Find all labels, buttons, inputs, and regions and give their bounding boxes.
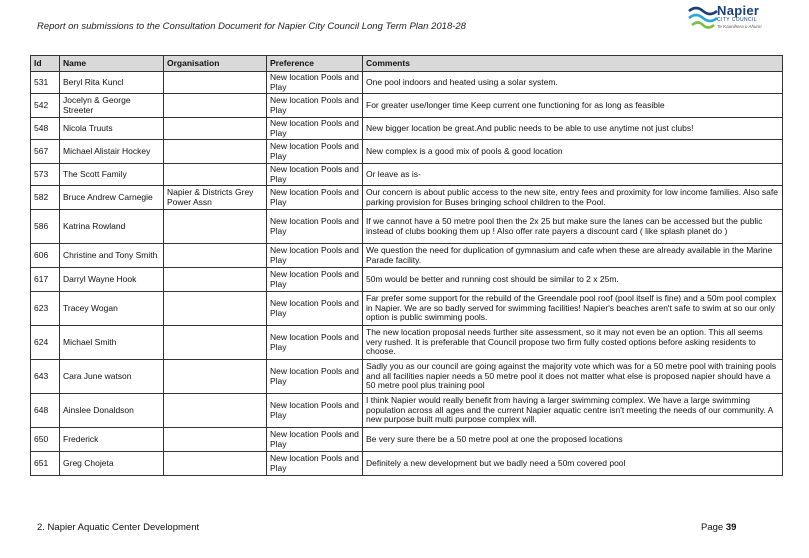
cell-preference: New location Pools and Play [267, 118, 363, 140]
logo-tagline: Te Kaunihera o Ahuriri [717, 24, 762, 29]
cell-name: Michael Smith [60, 326, 164, 360]
table-row [31, 452, 783, 476]
cell-id: 643 [31, 360, 60, 394]
cell-comment: Be very sure there be a 50 metre pool at one the proposed locations [363, 428, 783, 452]
cell-preference: New location Pools and Play [267, 140, 363, 164]
footer-page-number [701, 522, 736, 533]
cell-name: Jocelyn & George Streeter [60, 94, 164, 118]
cell-comment: New bigger location be great.And public needs to be able to use anytime not just clubs! [363, 118, 783, 140]
table-row [31, 72, 783, 94]
cell-comment: I think Napier would really benefit from having a larger swimming complex. We have a large swimming population across all ages and the current Napier aquatic centre isn't meeting the needs of our community. A new purpose built multi purpose complex will. [363, 394, 783, 428]
table-row [31, 164, 783, 186]
cell-preference: New location Pools and Play [267, 292, 363, 326]
footer-section-title: 2. Napier Aquatic Center Development [37, 522, 200, 533]
table-row [31, 394, 783, 428]
cell-preference: New location Pools and Play [267, 72, 363, 94]
cell-organisation [164, 360, 267, 394]
column-header-comments: Comments [363, 56, 783, 72]
cell-name: Frederick [60, 428, 164, 452]
cell-id: 606 [31, 244, 60, 268]
cell-preference: New location Pools and Play [267, 268, 363, 292]
cell-organisation [164, 394, 267, 428]
cell-comment: 50m would be better and running cost should be similar to 2 x 25m. [363, 268, 783, 292]
cell-comment: For greater use/longer time Keep current one functioning for as long as feasible [363, 94, 783, 118]
cell-organisation [164, 428, 267, 452]
cell-id: 573 [31, 164, 60, 186]
cell-id: 617 [31, 268, 60, 292]
column-header-name: Name [60, 56, 164, 72]
cell-id: 650 [31, 428, 60, 452]
table-row [31, 210, 783, 244]
logo-wordmark: Napier [717, 3, 760, 18]
cell-organisation [164, 326, 267, 360]
table-header-row [31, 56, 783, 72]
cell-name: Nicola Truuts [60, 118, 164, 140]
cell-preference: New location Pools and Play [267, 186, 363, 210]
cell-name: Katrina Rowland [60, 210, 164, 244]
cell-preference: New location Pools and Play [267, 428, 363, 452]
cell-comment: Sadly you as our council are going against the majority vote which was for a 50 metre pool with training pools and all facilities napier needs a 50 metre pool it does not matter what else is proposed napier should have a 50 metre pool plus training pool [363, 360, 783, 394]
column-header-id: Id [31, 56, 60, 72]
cell-name: Bruce Andrew Carnegie [60, 186, 164, 210]
cell-name: Ainslee Donaldson [60, 394, 164, 428]
table-row [31, 292, 783, 326]
cell-organisation [164, 452, 267, 476]
page-label: Page [701, 522, 724, 533]
cell-id: 531 [31, 72, 60, 94]
table-row [31, 244, 783, 268]
cell-comment: Definitely a new development but we badly need a 50m covered pool [363, 452, 783, 476]
cell-comment: One pool indoors and heated using a solar system. [363, 72, 783, 94]
cell-organisation [164, 268, 267, 292]
cell-id: 651 [31, 452, 60, 476]
cell-id: 624 [31, 326, 60, 360]
submissions-table [30, 55, 783, 476]
cell-name: Christine and Tony Smith [60, 244, 164, 268]
cell-name: Cara June watson [60, 360, 164, 394]
cell-organisation [164, 94, 267, 118]
cell-name: Darryl Wayne Hook [60, 268, 164, 292]
cell-comment: If we cannot have a 50 metre pool then the 2x 25 but make sure the lanes can be accessed but the public instead of clubs booking them up ! Also offer rate payers a discount card ( like splash planet do ) [363, 210, 783, 244]
table-row [31, 118, 783, 140]
cell-comment: New complex is a good mix of pools & good location [363, 140, 783, 164]
report-title: Report on submissions to the Consultation Document for Napier City Council Long Term Plan 2018-28 [37, 21, 466, 32]
cell-name: Tracey Wogan [60, 292, 164, 326]
cell-preference: New location Pools and Play [267, 326, 363, 360]
cell-id: 648 [31, 394, 60, 428]
cell-preference: New location Pools and Play [267, 452, 363, 476]
cell-preference: New location Pools and Play [267, 164, 363, 186]
cell-organisation: Napier & Districts Grey Power Assn [164, 186, 267, 210]
cell-preference: New location Pools and Play [267, 244, 363, 268]
table-row [31, 326, 783, 360]
cell-organisation [164, 72, 267, 94]
cell-id: 582 [31, 186, 60, 210]
cell-name: The Scott Family [60, 164, 164, 186]
column-header-organisation: Organisation [164, 56, 267, 72]
table-row [31, 186, 783, 210]
cell-organisation [164, 140, 267, 164]
cell-organisation [164, 164, 267, 186]
table-row [31, 140, 783, 164]
table-row [31, 428, 783, 452]
cell-id: 586 [31, 210, 60, 244]
table-row [31, 360, 783, 394]
column-header-preference: Preference [267, 56, 363, 72]
cell-id: 542 [31, 94, 60, 118]
logo-subtitle: CITY COUNCIL [717, 17, 757, 23]
cell-comment: Or leave as is- [363, 164, 783, 186]
cell-name: Greg Chojeta [60, 452, 164, 476]
cell-comment: Far prefer some support for the rebuild of the Greendale pool roof (pool itself is fine) and a 50m pool complex in Napier. We are so badly served for swimming facilities! Napier's beaches aren't safe to swim at so our only option is public swimming pools. [363, 292, 783, 326]
cell-id: 567 [31, 140, 60, 164]
cell-organisation [164, 244, 267, 268]
cell-id: 623 [31, 292, 60, 326]
cell-comment: The new location proposal needs further site assessment, so it may not even be an option. This all seems very rushed. It is preferable that Council propose two firm fully costed options before asking residents to choose. [363, 326, 783, 360]
cell-comment: We question the need for duplication of gymnasium and cafe when these are already available in the Marine Parade facility. [363, 244, 783, 268]
cell-preference: New location Pools and Play [267, 210, 363, 244]
page-number: 39 [725, 522, 737, 533]
cell-id: 548 [31, 118, 60, 140]
cell-preference: New location Pools and Play [267, 94, 363, 118]
cell-name: Michael Alistair Hockey [60, 140, 164, 164]
cell-comment: Our concern is about public access to the new site, entry fees and proximity for low income families. Also safe parking provision for Buses bringing school children to the Pool. [363, 186, 783, 210]
cell-name: Beryl Rita Kuncl [60, 72, 164, 94]
table-row [31, 94, 783, 118]
cell-organisation [164, 292, 267, 326]
table-row [31, 268, 783, 292]
cell-organisation [164, 118, 267, 140]
cell-preference: New location Pools and Play [267, 360, 363, 394]
cell-preference: New location Pools and Play [267, 394, 363, 428]
cell-organisation [164, 210, 267, 244]
